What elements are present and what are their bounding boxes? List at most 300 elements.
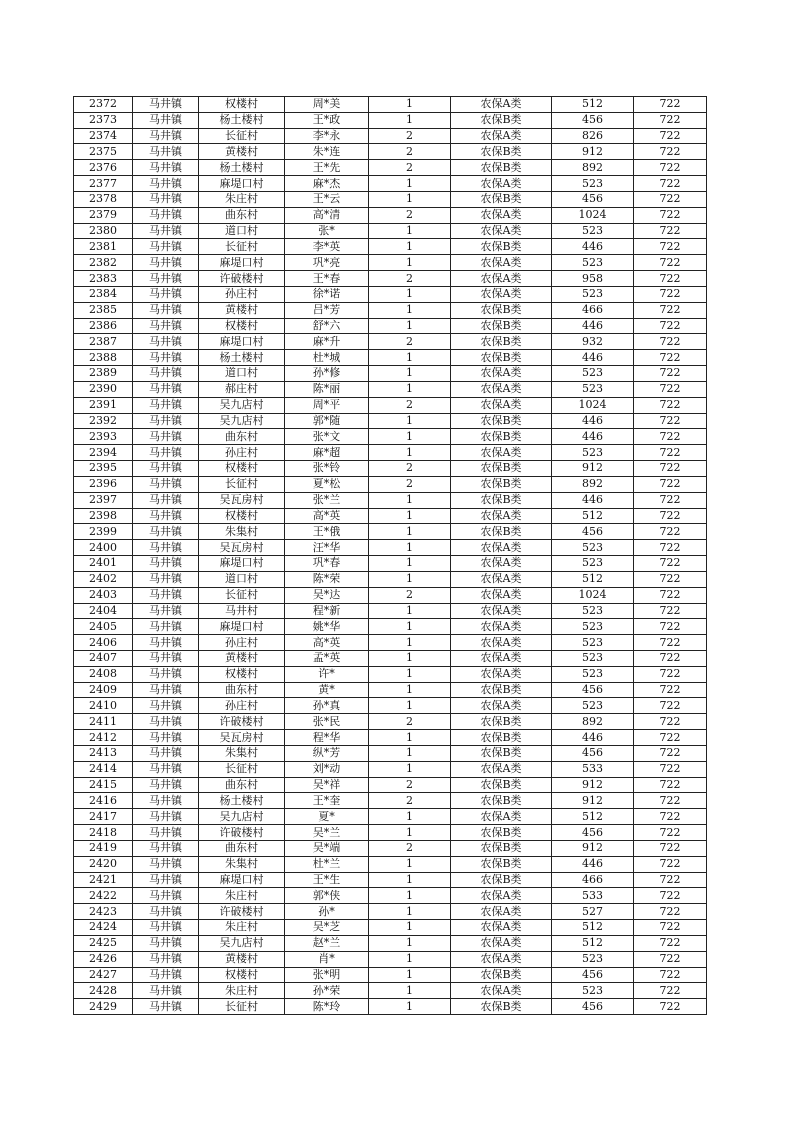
cell-row-number: 2411 bbox=[74, 714, 133, 730]
cell-household-count: 1 bbox=[369, 745, 451, 761]
cell-person-name: 程*华 bbox=[285, 730, 369, 746]
cell-household-count: 1 bbox=[369, 255, 451, 271]
cell-person-name: 张*明 bbox=[285, 967, 369, 983]
cell-row-number: 2399 bbox=[74, 524, 133, 540]
cell-township: 马井镇 bbox=[133, 793, 199, 809]
cell-row-number: 2390 bbox=[74, 381, 133, 397]
cell-person-name: 张*文 bbox=[285, 429, 369, 445]
cell-village: 黄楼村 bbox=[199, 951, 285, 967]
cell-amount: 523 bbox=[552, 666, 634, 682]
cell-standard: 722 bbox=[634, 983, 707, 999]
cell-village: 麻堤口村 bbox=[199, 176, 285, 192]
cell-village: 杨土楼村 bbox=[199, 112, 285, 128]
cell-amount: 523 bbox=[552, 366, 634, 382]
cell-amount: 512 bbox=[552, 97, 634, 113]
cell-household-count: 1 bbox=[369, 556, 451, 572]
cell-village: 曲东村 bbox=[199, 207, 285, 223]
table-row bbox=[74, 587, 707, 603]
cell-amount: 512 bbox=[552, 571, 634, 587]
table-row bbox=[74, 524, 707, 540]
cell-household-count: 1 bbox=[369, 413, 451, 429]
cell-household-count: 1 bbox=[369, 761, 451, 777]
cell-standard: 722 bbox=[634, 777, 707, 793]
cell-standard: 722 bbox=[634, 872, 707, 888]
cell-person-name: 巩*春 bbox=[285, 556, 369, 572]
cell-township: 马井镇 bbox=[133, 366, 199, 382]
cell-insurance-category: 农保B类 bbox=[451, 872, 552, 888]
cell-amount: 958 bbox=[552, 271, 634, 287]
cell-township: 马井镇 bbox=[133, 445, 199, 461]
cell-amount: 523 bbox=[552, 619, 634, 635]
cell-village: 长征村 bbox=[199, 128, 285, 144]
cell-township: 马井镇 bbox=[133, 809, 199, 825]
cell-insurance-category: 农保B类 bbox=[451, 492, 552, 508]
cell-insurance-category: 农保A类 bbox=[451, 920, 552, 936]
cell-row-number: 2392 bbox=[74, 413, 133, 429]
cell-township: 马井镇 bbox=[133, 271, 199, 287]
cell-row-number: 2372 bbox=[74, 97, 133, 113]
cell-household-count: 2 bbox=[369, 714, 451, 730]
cell-insurance-category: 农保B类 bbox=[451, 318, 552, 334]
cell-household-count: 1 bbox=[369, 571, 451, 587]
cell-township: 马井镇 bbox=[133, 350, 199, 366]
table-row bbox=[74, 745, 707, 761]
cell-row-number: 2376 bbox=[74, 160, 133, 176]
cell-household-count: 1 bbox=[369, 650, 451, 666]
cell-village: 许破楼村 bbox=[199, 825, 285, 841]
cell-person-name: 李*英 bbox=[285, 239, 369, 255]
cell-household-count: 1 bbox=[369, 239, 451, 255]
cell-household-count: 2 bbox=[369, 476, 451, 492]
cell-amount: 456 bbox=[552, 524, 634, 540]
cell-township: 马井镇 bbox=[133, 97, 199, 113]
cell-amount: 523 bbox=[552, 540, 634, 556]
cell-insurance-category: 农保B类 bbox=[451, 840, 552, 856]
cell-person-name: 陈*丽 bbox=[285, 381, 369, 397]
cell-village: 朱集村 bbox=[199, 856, 285, 872]
cell-row-number: 2419 bbox=[74, 840, 133, 856]
cell-person-name: 舒*六 bbox=[285, 318, 369, 334]
cell-household-count: 2 bbox=[369, 207, 451, 223]
cell-person-name: 吴*端 bbox=[285, 840, 369, 856]
cell-insurance-category: 农保A类 bbox=[451, 381, 552, 397]
cell-row-number: 2383 bbox=[74, 271, 133, 287]
cell-row-number: 2409 bbox=[74, 682, 133, 698]
cell-township: 马井镇 bbox=[133, 239, 199, 255]
cell-amount: 892 bbox=[552, 476, 634, 492]
cell-township: 马井镇 bbox=[133, 508, 199, 524]
table-row bbox=[74, 556, 707, 572]
cell-village: 吴九店村 bbox=[199, 413, 285, 429]
cell-standard: 722 bbox=[634, 191, 707, 207]
cell-person-name: 张*兰 bbox=[285, 492, 369, 508]
cell-row-number: 2386 bbox=[74, 318, 133, 334]
cell-amount: 1024 bbox=[552, 207, 634, 223]
cell-row-number: 2388 bbox=[74, 350, 133, 366]
cell-amount: 523 bbox=[552, 698, 634, 714]
cell-household-count: 1 bbox=[369, 112, 451, 128]
cell-person-name: 王*俄 bbox=[285, 524, 369, 540]
cell-row-number: 2425 bbox=[74, 935, 133, 951]
table-row bbox=[74, 999, 707, 1015]
cell-row-number: 2374 bbox=[74, 128, 133, 144]
cell-standard: 722 bbox=[634, 381, 707, 397]
cell-standard: 722 bbox=[634, 666, 707, 682]
table-row bbox=[74, 397, 707, 413]
cell-amount: 523 bbox=[552, 381, 634, 397]
cell-person-name: 徐*诺 bbox=[285, 286, 369, 302]
cell-standard: 722 bbox=[634, 888, 707, 904]
cell-row-number: 2380 bbox=[74, 223, 133, 239]
cell-township: 马井镇 bbox=[133, 587, 199, 603]
cell-township: 马井镇 bbox=[133, 777, 199, 793]
cell-insurance-category: 农保B类 bbox=[451, 160, 552, 176]
cell-township: 马井镇 bbox=[133, 286, 199, 302]
cell-household-count: 2 bbox=[369, 777, 451, 793]
cell-standard: 722 bbox=[634, 492, 707, 508]
cell-village: 长征村 bbox=[199, 476, 285, 492]
cell-person-name: 郭*随 bbox=[285, 413, 369, 429]
cell-row-number: 2417 bbox=[74, 809, 133, 825]
table-row bbox=[74, 366, 707, 382]
table-row bbox=[74, 761, 707, 777]
table-body bbox=[74, 97, 707, 1015]
cell-person-name: 纵*芳 bbox=[285, 745, 369, 761]
cell-insurance-category: 农保B类 bbox=[451, 793, 552, 809]
cell-household-count: 2 bbox=[369, 397, 451, 413]
cell-person-name: 巩*亮 bbox=[285, 255, 369, 271]
cell-person-name: 姚*华 bbox=[285, 619, 369, 635]
cell-standard: 722 bbox=[634, 524, 707, 540]
cell-standard: 722 bbox=[634, 144, 707, 160]
cell-row-number: 2421 bbox=[74, 872, 133, 888]
table-row bbox=[74, 904, 707, 920]
cell-amount: 456 bbox=[552, 999, 634, 1015]
cell-person-name: 王*生 bbox=[285, 872, 369, 888]
cell-row-number: 2384 bbox=[74, 286, 133, 302]
cell-household-count: 1 bbox=[369, 223, 451, 239]
cell-household-count: 2 bbox=[369, 587, 451, 603]
cell-household-count: 2 bbox=[369, 334, 451, 350]
cell-row-number: 2408 bbox=[74, 666, 133, 682]
cell-township: 马井镇 bbox=[133, 920, 199, 936]
cell-row-number: 2377 bbox=[74, 176, 133, 192]
cell-amount: 523 bbox=[552, 223, 634, 239]
cell-township: 马井镇 bbox=[133, 160, 199, 176]
cell-household-count: 1 bbox=[369, 809, 451, 825]
cell-insurance-category: 农保A类 bbox=[451, 255, 552, 271]
cell-township: 马井镇 bbox=[133, 492, 199, 508]
cell-amount: 446 bbox=[552, 730, 634, 746]
cell-amount: 456 bbox=[552, 825, 634, 841]
cell-person-name: 周*美 bbox=[285, 97, 369, 113]
cell-township: 马井镇 bbox=[133, 255, 199, 271]
cell-village: 长征村 bbox=[199, 999, 285, 1015]
cell-insurance-category: 农保A类 bbox=[451, 650, 552, 666]
cell-township: 马井镇 bbox=[133, 935, 199, 951]
cell-amount: 1024 bbox=[552, 397, 634, 413]
cell-person-name: 王*奎 bbox=[285, 793, 369, 809]
cell-insurance-category: 农保A类 bbox=[451, 271, 552, 287]
cell-person-name: 吴*祥 bbox=[285, 777, 369, 793]
cell-insurance-category: 农保A类 bbox=[451, 698, 552, 714]
cell-row-number: 2413 bbox=[74, 745, 133, 761]
cell-amount: 523 bbox=[552, 176, 634, 192]
cell-insurance-category: 农保B类 bbox=[451, 714, 552, 730]
cell-person-name: 麻*杰 bbox=[285, 176, 369, 192]
cell-township: 马井镇 bbox=[133, 904, 199, 920]
cell-township: 马井镇 bbox=[133, 334, 199, 350]
cell-person-name: 郭*侠 bbox=[285, 888, 369, 904]
cell-row-number: 2391 bbox=[74, 397, 133, 413]
table-row bbox=[74, 461, 707, 477]
table-row bbox=[74, 239, 707, 255]
cell-village: 曲东村 bbox=[199, 682, 285, 698]
cell-insurance-category: 农保B类 bbox=[451, 334, 552, 350]
cell-village: 长征村 bbox=[199, 761, 285, 777]
cell-standard: 722 bbox=[634, 271, 707, 287]
cell-amount: 826 bbox=[552, 128, 634, 144]
cell-person-name: 孙*荣 bbox=[285, 983, 369, 999]
cell-insurance-category: 农保A类 bbox=[451, 286, 552, 302]
table-row bbox=[74, 508, 707, 524]
cell-household-count: 1 bbox=[369, 540, 451, 556]
cell-township: 马井镇 bbox=[133, 461, 199, 477]
cell-household-count: 2 bbox=[369, 461, 451, 477]
cell-township: 马井镇 bbox=[133, 223, 199, 239]
cell-township: 马井镇 bbox=[133, 650, 199, 666]
cell-township: 马井镇 bbox=[133, 635, 199, 651]
cell-insurance-category: 农保A类 bbox=[451, 619, 552, 635]
cell-township: 马井镇 bbox=[133, 999, 199, 1015]
cell-standard: 722 bbox=[634, 318, 707, 334]
cell-standard: 722 bbox=[634, 223, 707, 239]
cell-insurance-category: 农保B类 bbox=[451, 730, 552, 746]
cell-standard: 722 bbox=[634, 603, 707, 619]
cell-standard: 722 bbox=[634, 302, 707, 318]
cell-row-number: 2400 bbox=[74, 540, 133, 556]
cell-household-count: 1 bbox=[369, 97, 451, 113]
cell-amount: 523 bbox=[552, 951, 634, 967]
cell-village: 朱集村 bbox=[199, 745, 285, 761]
cell-row-number: 2415 bbox=[74, 777, 133, 793]
cell-village: 许破楼村 bbox=[199, 904, 285, 920]
cell-row-number: 2423 bbox=[74, 904, 133, 920]
cell-insurance-category: 农保A类 bbox=[451, 935, 552, 951]
cell-insurance-category: 农保A类 bbox=[451, 809, 552, 825]
cell-insurance-category: 农保A类 bbox=[451, 635, 552, 651]
cell-person-name: 汪*华 bbox=[285, 540, 369, 556]
cell-row-number: 2378 bbox=[74, 191, 133, 207]
cell-township: 马井镇 bbox=[133, 983, 199, 999]
cell-standard: 722 bbox=[634, 476, 707, 492]
cell-insurance-category: 农保B类 bbox=[451, 524, 552, 540]
cell-amount: 892 bbox=[552, 714, 634, 730]
cell-village: 郝庄村 bbox=[199, 381, 285, 397]
cell-person-name: 夏* bbox=[285, 809, 369, 825]
cell-row-number: 2416 bbox=[74, 793, 133, 809]
table-row bbox=[74, 413, 707, 429]
table-row bbox=[74, 97, 707, 113]
cell-insurance-category: 农保B类 bbox=[451, 999, 552, 1015]
table-row bbox=[74, 476, 707, 492]
table-row bbox=[74, 603, 707, 619]
cell-household-count: 1 bbox=[369, 508, 451, 524]
cell-insurance-category: 农保B类 bbox=[451, 461, 552, 477]
table-row bbox=[74, 967, 707, 983]
cell-standard: 722 bbox=[634, 350, 707, 366]
cell-row-number: 2405 bbox=[74, 619, 133, 635]
cell-person-name: 孙*真 bbox=[285, 698, 369, 714]
cell-amount: 523 bbox=[552, 556, 634, 572]
cell-row-number: 2387 bbox=[74, 334, 133, 350]
cell-village: 马井村 bbox=[199, 603, 285, 619]
cell-village: 朱庄村 bbox=[199, 920, 285, 936]
cell-household-count: 1 bbox=[369, 302, 451, 318]
cell-person-name: 王*春 bbox=[285, 271, 369, 287]
cell-insurance-category: 农保B类 bbox=[451, 856, 552, 872]
cell-village: 麻堤口村 bbox=[199, 255, 285, 271]
cell-standard: 722 bbox=[634, 112, 707, 128]
cell-insurance-category: 农保A类 bbox=[451, 603, 552, 619]
cell-row-number: 2406 bbox=[74, 635, 133, 651]
cell-township: 马井镇 bbox=[133, 682, 199, 698]
cell-standard: 722 bbox=[634, 856, 707, 872]
cell-standard: 722 bbox=[634, 967, 707, 983]
cell-standard: 722 bbox=[634, 461, 707, 477]
cell-insurance-category: 农保A类 bbox=[451, 540, 552, 556]
cell-township: 马井镇 bbox=[133, 967, 199, 983]
cell-township: 马井镇 bbox=[133, 872, 199, 888]
cell-insurance-category: 农保A类 bbox=[451, 128, 552, 144]
cell-township: 马井镇 bbox=[133, 128, 199, 144]
cell-person-name: 吴*芝 bbox=[285, 920, 369, 936]
table-row bbox=[74, 920, 707, 936]
cell-household-count: 1 bbox=[369, 682, 451, 698]
cell-household-count: 1 bbox=[369, 666, 451, 682]
cell-household-count: 1 bbox=[369, 999, 451, 1015]
cell-village: 权楼村 bbox=[199, 508, 285, 524]
cell-village: 权楼村 bbox=[199, 666, 285, 682]
table-row bbox=[74, 682, 707, 698]
cell-row-number: 2418 bbox=[74, 825, 133, 841]
cell-row-number: 2373 bbox=[74, 112, 133, 128]
cell-village: 道口村 bbox=[199, 223, 285, 239]
cell-household-count: 1 bbox=[369, 381, 451, 397]
cell-standard: 722 bbox=[634, 745, 707, 761]
cell-township: 马井镇 bbox=[133, 556, 199, 572]
cell-person-name: 王*政 bbox=[285, 112, 369, 128]
table-row bbox=[74, 144, 707, 160]
cell-standard: 722 bbox=[634, 286, 707, 302]
cell-insurance-category: 农保A类 bbox=[451, 207, 552, 223]
cell-row-number: 2395 bbox=[74, 461, 133, 477]
cell-township: 马井镇 bbox=[133, 825, 199, 841]
cell-household-count: 1 bbox=[369, 872, 451, 888]
table-row bbox=[74, 255, 707, 271]
cell-amount: 446 bbox=[552, 492, 634, 508]
cell-row-number: 2407 bbox=[74, 650, 133, 666]
cell-amount: 456 bbox=[552, 745, 634, 761]
cell-insurance-category: 农保B类 bbox=[451, 413, 552, 429]
cell-person-name: 许* bbox=[285, 666, 369, 682]
table-row bbox=[74, 730, 707, 746]
cell-amount: 523 bbox=[552, 286, 634, 302]
cell-amount: 912 bbox=[552, 840, 634, 856]
cell-township: 马井镇 bbox=[133, 397, 199, 413]
cell-village: 孙庄村 bbox=[199, 635, 285, 651]
cell-standard: 722 bbox=[634, 682, 707, 698]
cell-standard: 722 bbox=[634, 793, 707, 809]
cell-insurance-category: 农保A类 bbox=[451, 761, 552, 777]
cell-household-count: 1 bbox=[369, 366, 451, 382]
cell-village: 朱庄村 bbox=[199, 888, 285, 904]
cell-insurance-category: 农保A类 bbox=[451, 904, 552, 920]
cell-township: 马井镇 bbox=[133, 840, 199, 856]
cell-standard: 722 bbox=[634, 556, 707, 572]
cell-village: 曲东村 bbox=[199, 777, 285, 793]
cell-amount: 512 bbox=[552, 935, 634, 951]
cell-amount: 512 bbox=[552, 809, 634, 825]
cell-village: 吴九店村 bbox=[199, 935, 285, 951]
cell-amount: 512 bbox=[552, 508, 634, 524]
table-row bbox=[74, 271, 707, 287]
cell-person-name: 张*铃 bbox=[285, 461, 369, 477]
data-table bbox=[73, 96, 707, 1015]
cell-person-name: 程*新 bbox=[285, 603, 369, 619]
cell-insurance-category: 农保B类 bbox=[451, 191, 552, 207]
cell-standard: 722 bbox=[634, 255, 707, 271]
cell-insurance-category: 农保B类 bbox=[451, 745, 552, 761]
cell-amount: 523 bbox=[552, 603, 634, 619]
table-row bbox=[74, 872, 707, 888]
cell-village: 黄楼村 bbox=[199, 650, 285, 666]
cell-row-number: 2382 bbox=[74, 255, 133, 271]
table-row bbox=[74, 777, 707, 793]
cell-village: 黄楼村 bbox=[199, 302, 285, 318]
cell-household-count: 1 bbox=[369, 635, 451, 651]
cell-row-number: 2414 bbox=[74, 761, 133, 777]
cell-village: 朱庄村 bbox=[199, 983, 285, 999]
cell-amount: 523 bbox=[552, 255, 634, 271]
cell-person-name: 杜*城 bbox=[285, 350, 369, 366]
cell-standard: 722 bbox=[634, 571, 707, 587]
table-row bbox=[74, 492, 707, 508]
cell-township: 马井镇 bbox=[133, 571, 199, 587]
cell-person-name: 王*云 bbox=[285, 191, 369, 207]
table-row bbox=[74, 445, 707, 461]
cell-row-number: 2404 bbox=[74, 603, 133, 619]
cell-township: 马井镇 bbox=[133, 318, 199, 334]
cell-amount: 912 bbox=[552, 793, 634, 809]
table-row bbox=[74, 793, 707, 809]
cell-row-number: 2379 bbox=[74, 207, 133, 223]
cell-standard: 722 bbox=[634, 176, 707, 192]
cell-standard: 722 bbox=[634, 239, 707, 255]
cell-amount: 523 bbox=[552, 650, 634, 666]
cell-insurance-category: 农保A类 bbox=[451, 587, 552, 603]
cell-person-name: 孙* bbox=[285, 904, 369, 920]
cell-standard: 722 bbox=[634, 508, 707, 524]
cell-household-count: 1 bbox=[369, 492, 451, 508]
cell-village: 权楼村 bbox=[199, 318, 285, 334]
cell-amount: 533 bbox=[552, 888, 634, 904]
table-row bbox=[74, 840, 707, 856]
table-row bbox=[74, 128, 707, 144]
cell-household-count: 1 bbox=[369, 524, 451, 540]
cell-person-name: 刘*动 bbox=[285, 761, 369, 777]
cell-standard: 722 bbox=[634, 650, 707, 666]
